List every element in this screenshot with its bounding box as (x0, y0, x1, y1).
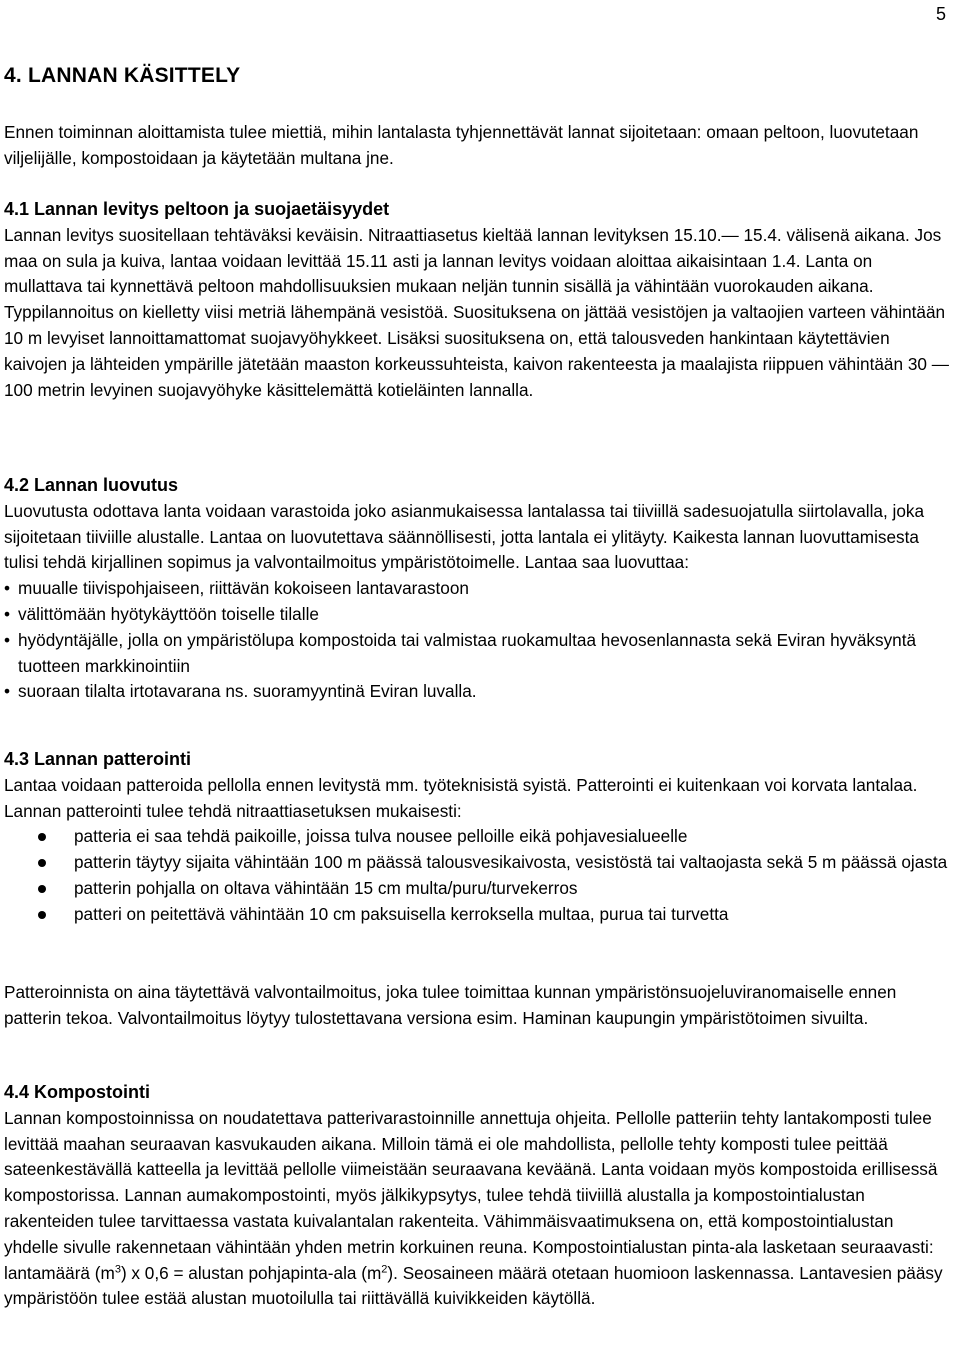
list-item: • suoraan tilalta irtotavarana ns. suoramyyntinä Eviran luvalla. (4, 679, 952, 705)
bullet-icon (38, 885, 46, 893)
section-4-3 (4, 747, 952, 928)
superscript: 2 (381, 1262, 388, 1275)
list-item (4, 824, 952, 850)
section-4-4-heading: 4.4 Kompostointi (4, 1082, 151, 1102)
section-4-3-paragraph: Lantaa voidaan patteroida pellolla ennen levitystä mm. työteknisistä syistä. Patterointi ei kuitenkaan voi korvata lantalaa. Lannan patterointi tulee tehdä nitraattiasetuksen mukaisesti: (4, 774, 918, 821)
section-4-3-list (4, 824, 952, 927)
section-4-3-after-paragraph: Patteroinnista on aina täytettävä valvontailmoitus, joka tulee toimittaa kunnan ympäristönsuojeluviranomaiselle ennen patterin tekoa. Valvontailmoitus löytyy tulostettavana versiona esim. Haminan kaupungin ympäristötoimen sivuilta. (4, 982, 897, 1028)
bullet-icon (38, 859, 46, 867)
section-4-2-paragraph: Luovutusta odottava lanta voidaan varastoida joko asianmukaisessa lantalassa tai tiiviillä sadesuojatulla siirtolavalla, joka sijoitetaan tiiviille alustalle. Lantaa on luovutettava säännöllisesti, jotta lantala ei ylitäyty. Kaikesta lannan luovuttamisesta tulisi tehdä kirjallinen sopimus ja valvontailmoitus ympäristötoimelle. Lantaa saa luovuttaa: (4, 500, 925, 573)
intro-paragraph: Ennen toiminnan aloittamista tulee miettiä, mihin lantalasta tyhjennettävät lannat sijoitetaan: omaan peltoon, luovutetaan viljelijälle, kompostoidaan ja käytetään multana jne. (4, 122, 919, 168)
list-item: • muualle tiivispohjaiseen, riittävän kokoiseen lantavarastoon (4, 576, 952, 602)
section-4-2 (4, 473, 952, 705)
section-4-1-heading: 4.1 Lannan levitys peltoon ja suojaetäisyydet (4, 199, 390, 219)
list-item (4, 850, 952, 876)
section-4-3-after (4, 980, 952, 1032)
intro-section (4, 120, 952, 172)
section-4-1 (4, 197, 952, 403)
section-4-1-paragraph: Lannan levitys suositellaan tehtäväksi keväisin. Nitraattiasetus kieltää lannan levityksen 15.10.— 15.4. välisenä aikana. Jos maa on sula ja kuiva, lantaa voidaan levittää 15.11 asti ja lannan levitys voidaan aloittaa aikaisintaan 1.4. Lanta on mullattava tai kynnettävä peltoon mahdollisuuksien mukaan neljän tunnin sisällä ja vähintään vuorokauden aikana. Typpilannoitus on kielletty viisi metriä lähempänä vesistöä. Suosituksena on jättää vesistöjen ja valtaojien varteen vähintään 10 m levyiset lannoittamattomat suojavyöhykkeet. Lisäksi suosituksena on, että talousveden hankintaan käytettävien kaivojen ja lähteiden ympärille jätetään maaston korkeussuhteista, kaivon rakenteesta ja maalajista riippuen vähintään 30 — 100 metrin levyinen suojavyöhyke käsittelemättä kotieläinten lannalla. (4, 224, 949, 400)
list-item (4, 902, 952, 928)
list-item-text: patteria ei saa tehdä paikoille, joissa tulva nousee pelloille eikä pohjavesialueelle (74, 826, 688, 847)
list-item-text: patterin pohjalla on oltava vähintään 15 cm multa/puru/turvekerros (74, 877, 578, 898)
section-4-2-list (4, 576, 952, 705)
superscript: 3 (114, 1262, 121, 1275)
list-item-text: patteri on peitettävä vähintään 10 cm paksuisella kerroksella multaa, purua tai turvetta (74, 903, 729, 924)
section-4-2-heading: 4.2 Lannan luovutus (4, 475, 179, 495)
section-4-3-heading: 4.3 Lannan patterointi (4, 749, 192, 769)
text-run: ) x 0,6 = alustan pohjapinta-ala (m (120, 1262, 382, 1283)
list-item (4, 876, 952, 902)
text-run: ). Seosaineen määrä otetaan huomioon laskennassa. Lantavesien pääsy ympäristöön tulee estää alustan muotoilulla tai riittävällä kuivikkeiden käytöllä. (4, 1262, 943, 1309)
list-item-text: patterin täytyy sijaita vähintään 100 m päässä talousvesikaivosta, vesistöstä tai valtaojasta sekä 5 m päässä ojasta (74, 852, 948, 873)
list-item: • välittömään hyötykäyttöön toiselle tilalle (4, 602, 952, 628)
section-4-4 (4, 1080, 952, 1312)
page-number: 5 (935, 4, 946, 24)
chapter-title: 4. LANNAN KÄSITTELY (4, 64, 241, 87)
text-run: Lannan kompostoinnissa on noudatettava patterivarastoinnille annettuja ohjeita. Pellolle patteriin tehty lantakomposti tulee levittää maahan seuraavan kasvukauden aikana. Milloin tämä ei ole mahdollista, pellolle tehty komposti tulee peittää sateenkestävällä katteella ja levittää pellolle viimeistään seuraavana keväänä. Lanta voidaan myös kompostoida erillisessä kompostorissa. Lannan aumakompostointi, myös jälkikypsytys, tulee tehdä tiiviillä alustalla ja kompostointialustan rakenteiden tulee tarvittaessa vastata kuivalantalan rakenteita. Vähimmäisvaatimuksena on, että kompostointialustan yhdelle sivulle rakennetaan vähintään yhden metrin korkuinen reuna. Kompostointialustan pinta-ala lasketaan seuraavasti: lantamäärä (m (4, 1107, 938, 1283)
bullet-icon (38, 833, 46, 841)
list-item: • hyödyntäjälle, jolla on ympäristölupa kompostoida tai valmistaa ruokamultaa hevosenlannasta sekä Eviran hyväksyntä tuotteen markkinointiin (4, 628, 952, 680)
bullet-icon (38, 911, 46, 919)
section-4-4-paragraph (4, 1106, 952, 1312)
